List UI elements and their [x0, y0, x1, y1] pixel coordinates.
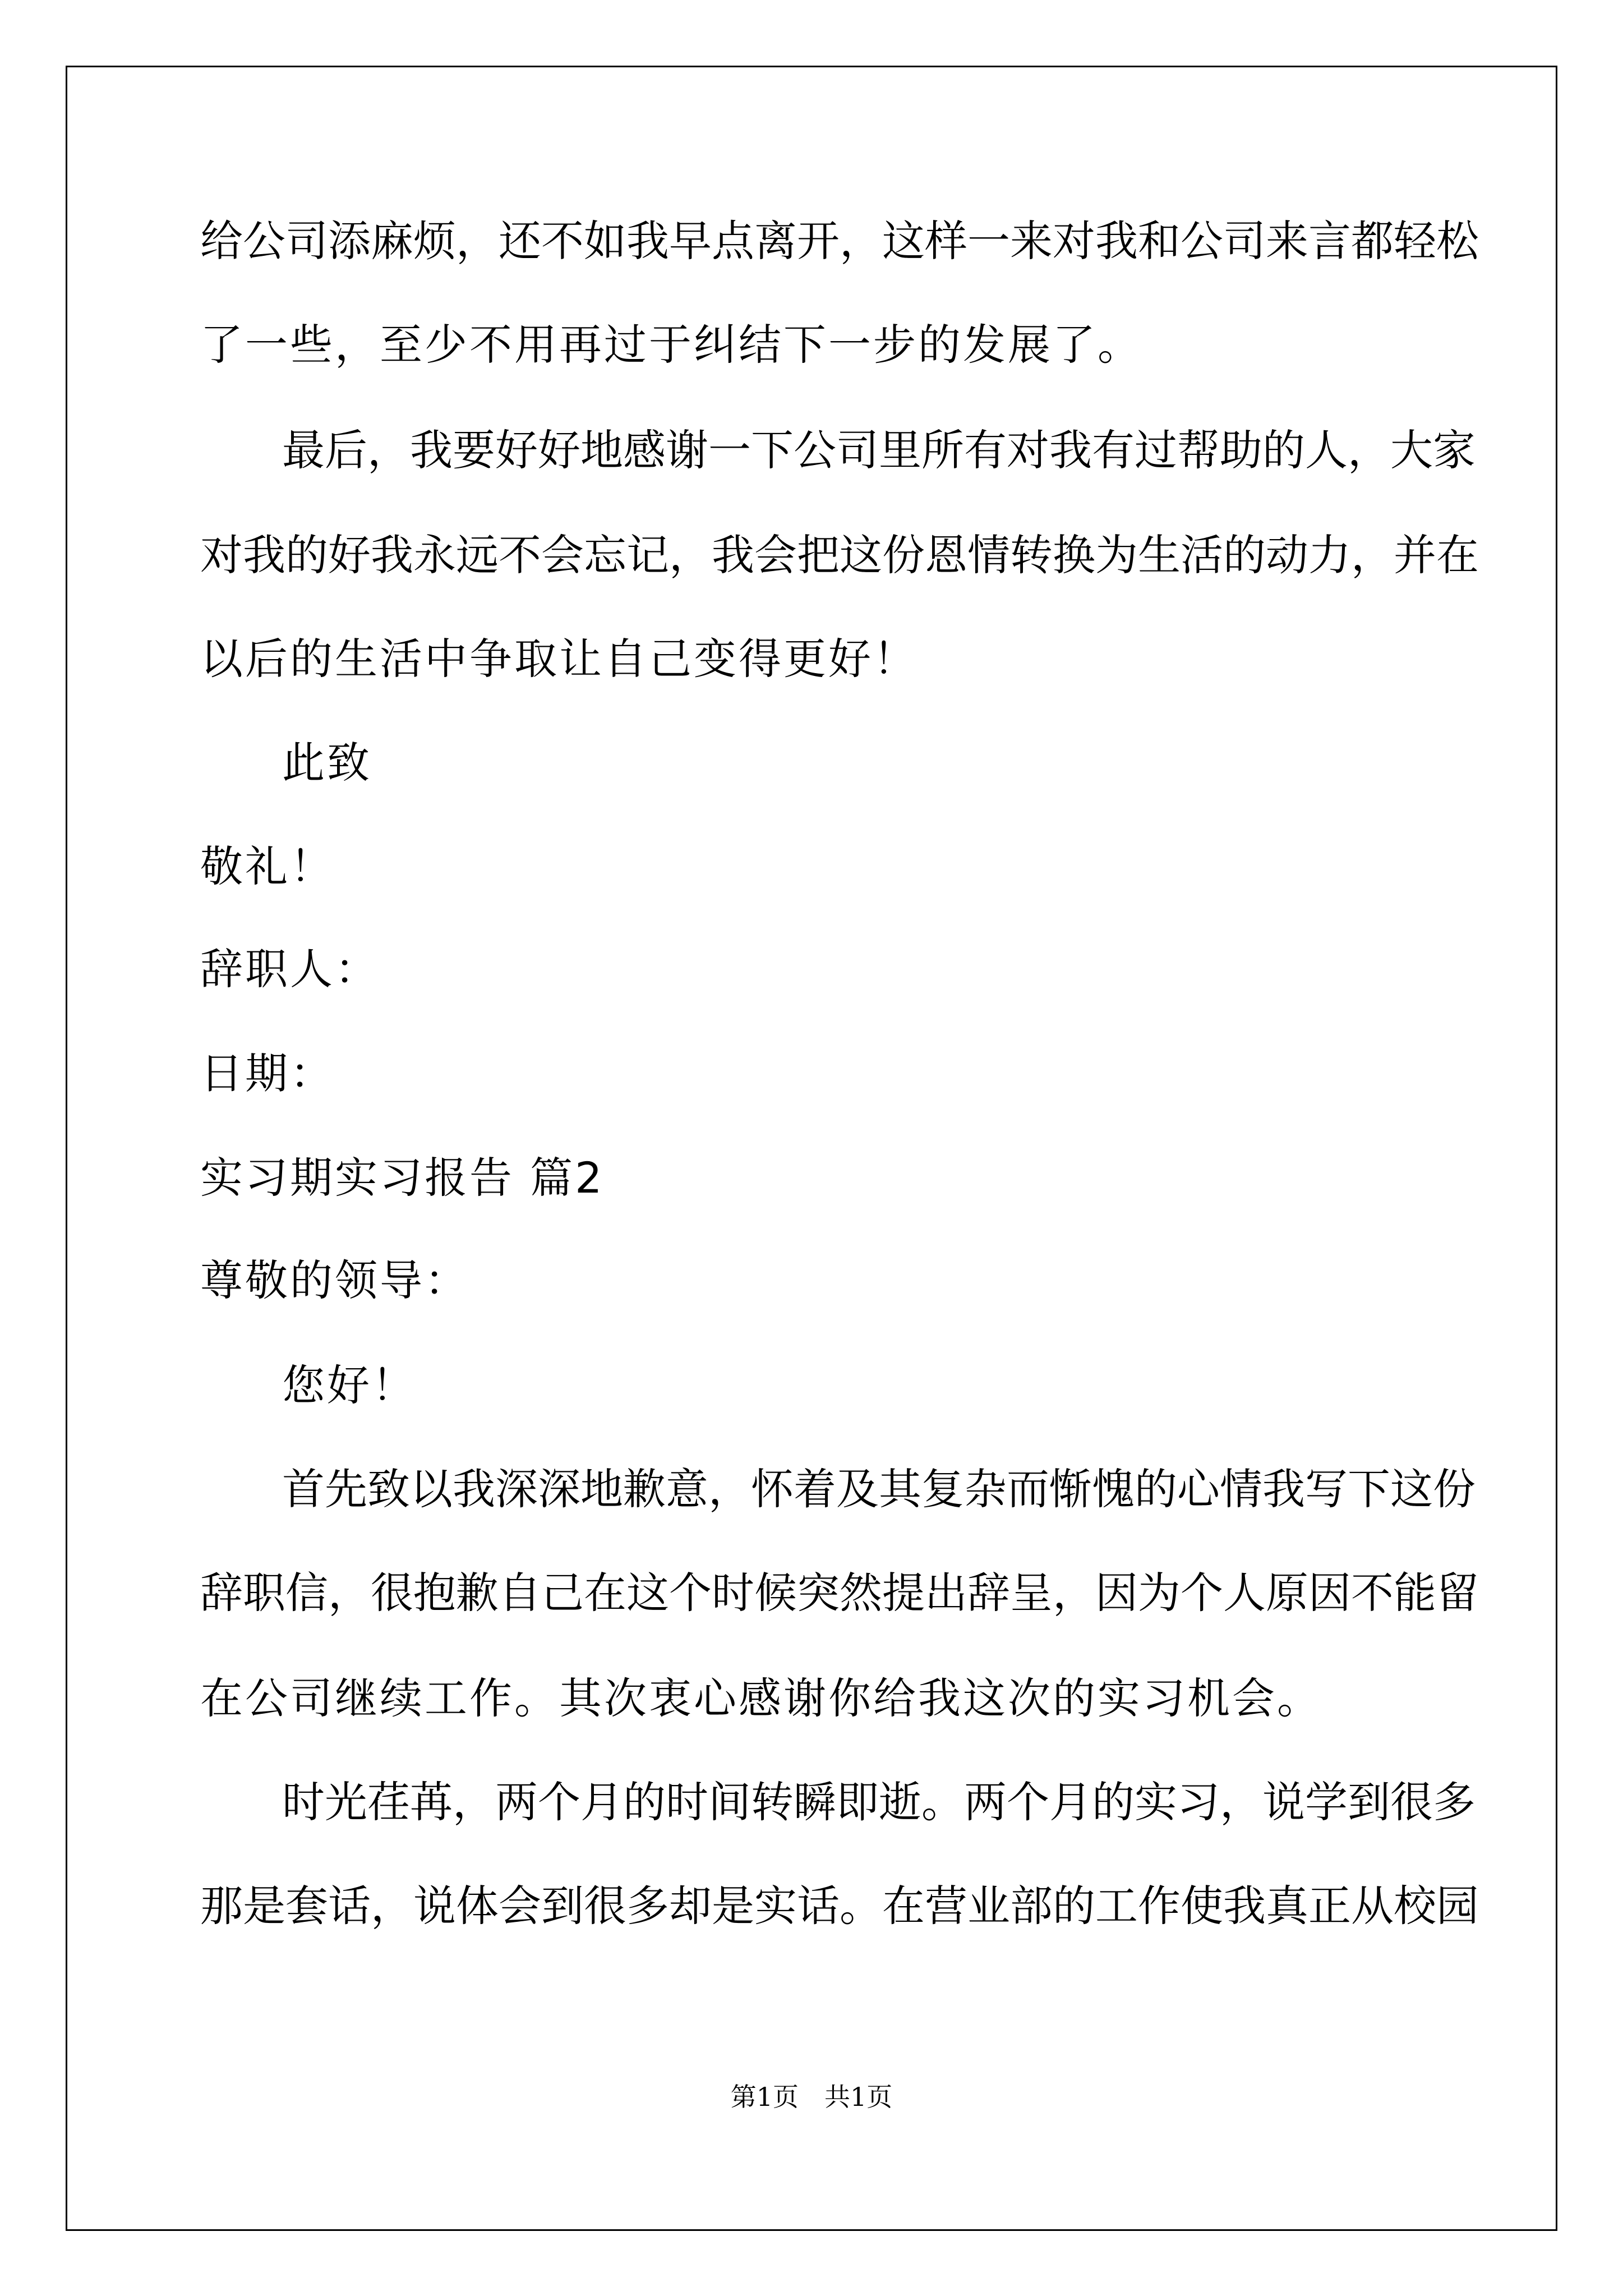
date-label: 日期： [200, 1048, 335, 1098]
paragraph-line: 以后的生活中争取让自己变得更好！ [200, 634, 918, 684]
closing-regards: 敬礼！ [200, 841, 335, 891]
paragraph-line: 给公司添麻烦，还不如我早点离开，这样一来对我和公司来言都轻松 [200, 216, 1479, 266]
signature-label: 辞职人： [200, 944, 380, 994]
paragraph-line: 在公司继续工作。其次衷心感谢你给我这次的实习机会。 [200, 1673, 1322, 1723]
paragraph-line: 了一些，至少不用再过于纠结下一步的发展了。 [200, 320, 1142, 370]
paragraph-line: 最后，我要好好地感谢一下公司里所有对我有过帮助的人，大家 [282, 425, 1476, 475]
paragraph-line: 对我的好我永远不会忘记，我会把这份恩情转换为生活的动力，并在 [200, 530, 1479, 580]
page-footer: 第1页 共1页 [730, 2082, 893, 2112]
greeting: 您好！ [282, 1360, 417, 1410]
paragraph-line: 时光荏苒，两个月的时间转瞬即逝。两个月的实习，说学到很多 [282, 1777, 1476, 1827]
paragraph-line: 辞职信，很抱歉自己在这个时候突然提出辞呈，因为个人原因不能留 [200, 1568, 1479, 1618]
closing-salutation: 此致 [282, 738, 372, 788]
paragraph-line: 首先致以我深深地歉意，怀着及其复杂而惭愧的心情我写下这份 [282, 1464, 1476, 1514]
section-heading: 实习期实习报告 篇2 [200, 1153, 605, 1203]
greeting-recipient: 尊敬的领导： [200, 1255, 469, 1305]
paragraph-line: 那是套话，说体会到很多却是实话。在营业部的工作使我真正从校园 [200, 1881, 1479, 1931]
